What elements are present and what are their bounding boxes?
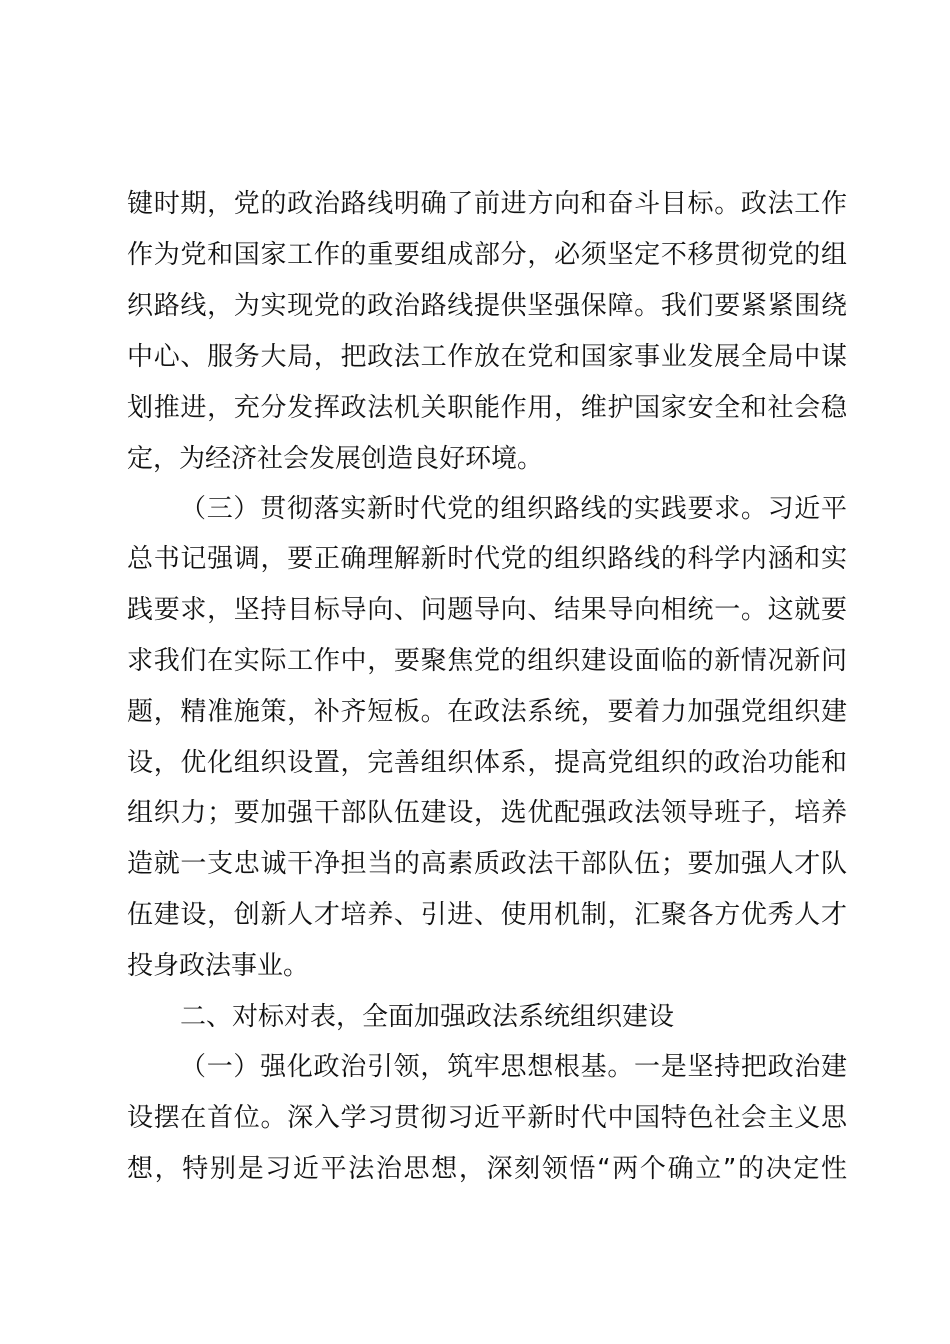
- chapter-heading-line: 二、对标对表，全面加强政法系统组织建设: [180, 1002, 675, 1032]
- body-line: 造就一支忠诚干净担当的高素质政法干部队伍；要加强人才队: [127, 849, 847, 879]
- body-line: 定，为经济社会发展创造良好环境。: [127, 444, 544, 474]
- body-line: 求我们在实际工作中，要聚焦党的组织建设面临的新情况新问: [127, 646, 847, 676]
- body-line: 组织力；要加强干部队伍建设，选优配强政法领导班子，培养: [127, 798, 847, 828]
- body-line: 伍建设，创新人才培养、引进、使用机制，汇聚各方优秀人才: [127, 900, 847, 930]
- section-heading-line: （三）贯彻落实新时代党的组织路线的实践要求。习近平: [180, 494, 847, 524]
- body-line: 设，优化组织设置，完善组织体系，提高党组织的政治功能和: [127, 748, 847, 778]
- section-heading-line: （一）强化政治引领，筑牢思想根基。一是坚持把政治建: [180, 1052, 847, 1082]
- body-line: 总书记强调，要正确理解新时代党的组织路线的科学内涵和实: [127, 544, 847, 574]
- body-line: 想，特别是习近平法治思想，深刻领悟“两个确立”的决定性: [127, 1154, 847, 1184]
- body-line: 键时期，党的政治路线明确了前进方向和奋斗目标。政法工作: [127, 189, 847, 219]
- body-line: 设摆在首位。深入学习贯彻习近平新时代中国特色社会主义思: [127, 1103, 847, 1133]
- body-line: 作为党和国家工作的重要组成部分，必须坚定不移贯彻党的组: [127, 240, 847, 270]
- body-line: 划推进，充分发挥政法机关职能作用，维护国家安全和社会稳: [127, 393, 847, 423]
- body-line: 题，精准施策，补齐短板。在政法系统，要着力加强党组织建: [127, 697, 847, 727]
- body-line: 中心、服务大局，把政法工作放在党和国家事业发展全局中谋: [127, 342, 847, 372]
- body-line: 投身政法事业。: [127, 951, 310, 981]
- body-line: 织路线，为实现党的政治路线提供坚强保障。我们要紧紧围绕: [127, 291, 847, 321]
- body-line: 践要求，坚持目标导向、问题导向、结果导向相统一。这就要: [127, 595, 847, 625]
